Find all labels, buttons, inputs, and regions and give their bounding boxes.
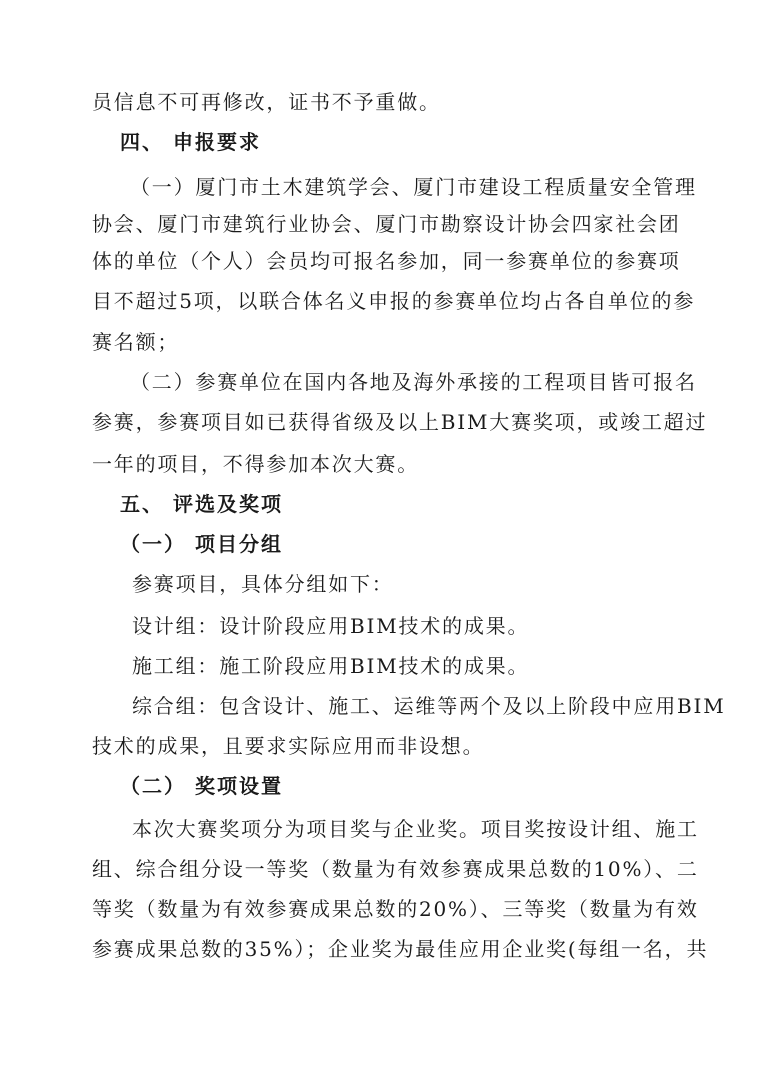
section-heading-5: 五、 评选及奖项 <box>120 492 283 516</box>
paragraph-line: 参赛成果总数的35%）；企业奖为最佳应用企业奖(每组一名，共 <box>92 937 709 961</box>
paragraph-line: 技术的成果，且要求实际应用而非设想。 <box>92 734 485 758</box>
paragraph-line: 参赛，参赛项目如已获得省级及以上BIM大赛奖项，或竣工超过 <box>92 410 708 434</box>
paragraph-line: （二）参赛单位在国内各地及海外承接的工程项目皆可报名 <box>130 370 697 394</box>
paragraph-line: 设计组：设计阶段应用BIM技术的成果。 <box>132 614 530 638</box>
paragraph-line: 参赛项目，具体分组如下： <box>132 572 394 596</box>
subsection-heading: （二） 奖项设置 <box>120 774 283 798</box>
paragraph-line: 等奖（数量为有效参赛成果总数的20%）、三等奖（数量为有效 <box>92 897 699 921</box>
paragraph-line: 一年的项目，不得参加本次大赛。 <box>92 452 419 476</box>
paragraph-line: 赛名额； <box>92 330 180 354</box>
paragraph-line: 目不超过5项，以联合体名义申报的参赛单位均占各自单位的参 <box>92 289 696 313</box>
paragraph-line: 本次大赛奖项分为项目奖与企业奖。项目奖按设计组、施工 <box>132 817 699 841</box>
paragraph-line: 组、综合组分设一等奖（数量为有效参赛成果总数的10%）、二 <box>92 857 699 881</box>
paragraph-line: （一）厦门市土木建筑学会、厦门市建设工程质量安全管理 <box>130 175 697 199</box>
section-heading-4: 四、 申报要求 <box>120 130 261 154</box>
subsection-heading: （一） 项目分组 <box>120 532 283 556</box>
paragraph-line: 施工组：施工阶段应用BIM技术的成果。 <box>132 654 530 678</box>
paragraph-line: 体的单位（个人）会员均可报名参加，同一参赛单位的参赛项 <box>92 249 681 273</box>
paragraph-line: 员信息不可再修改，证书不予重做。 <box>92 90 441 114</box>
paragraph-line: 综合组：包含设计、施工、运维等两个及以上阶段中应用BIM <box>132 694 726 718</box>
paragraph-line: 协会、厦门市建筑行业协会、厦门市勘察设计协会四家社会团 <box>92 212 681 236</box>
